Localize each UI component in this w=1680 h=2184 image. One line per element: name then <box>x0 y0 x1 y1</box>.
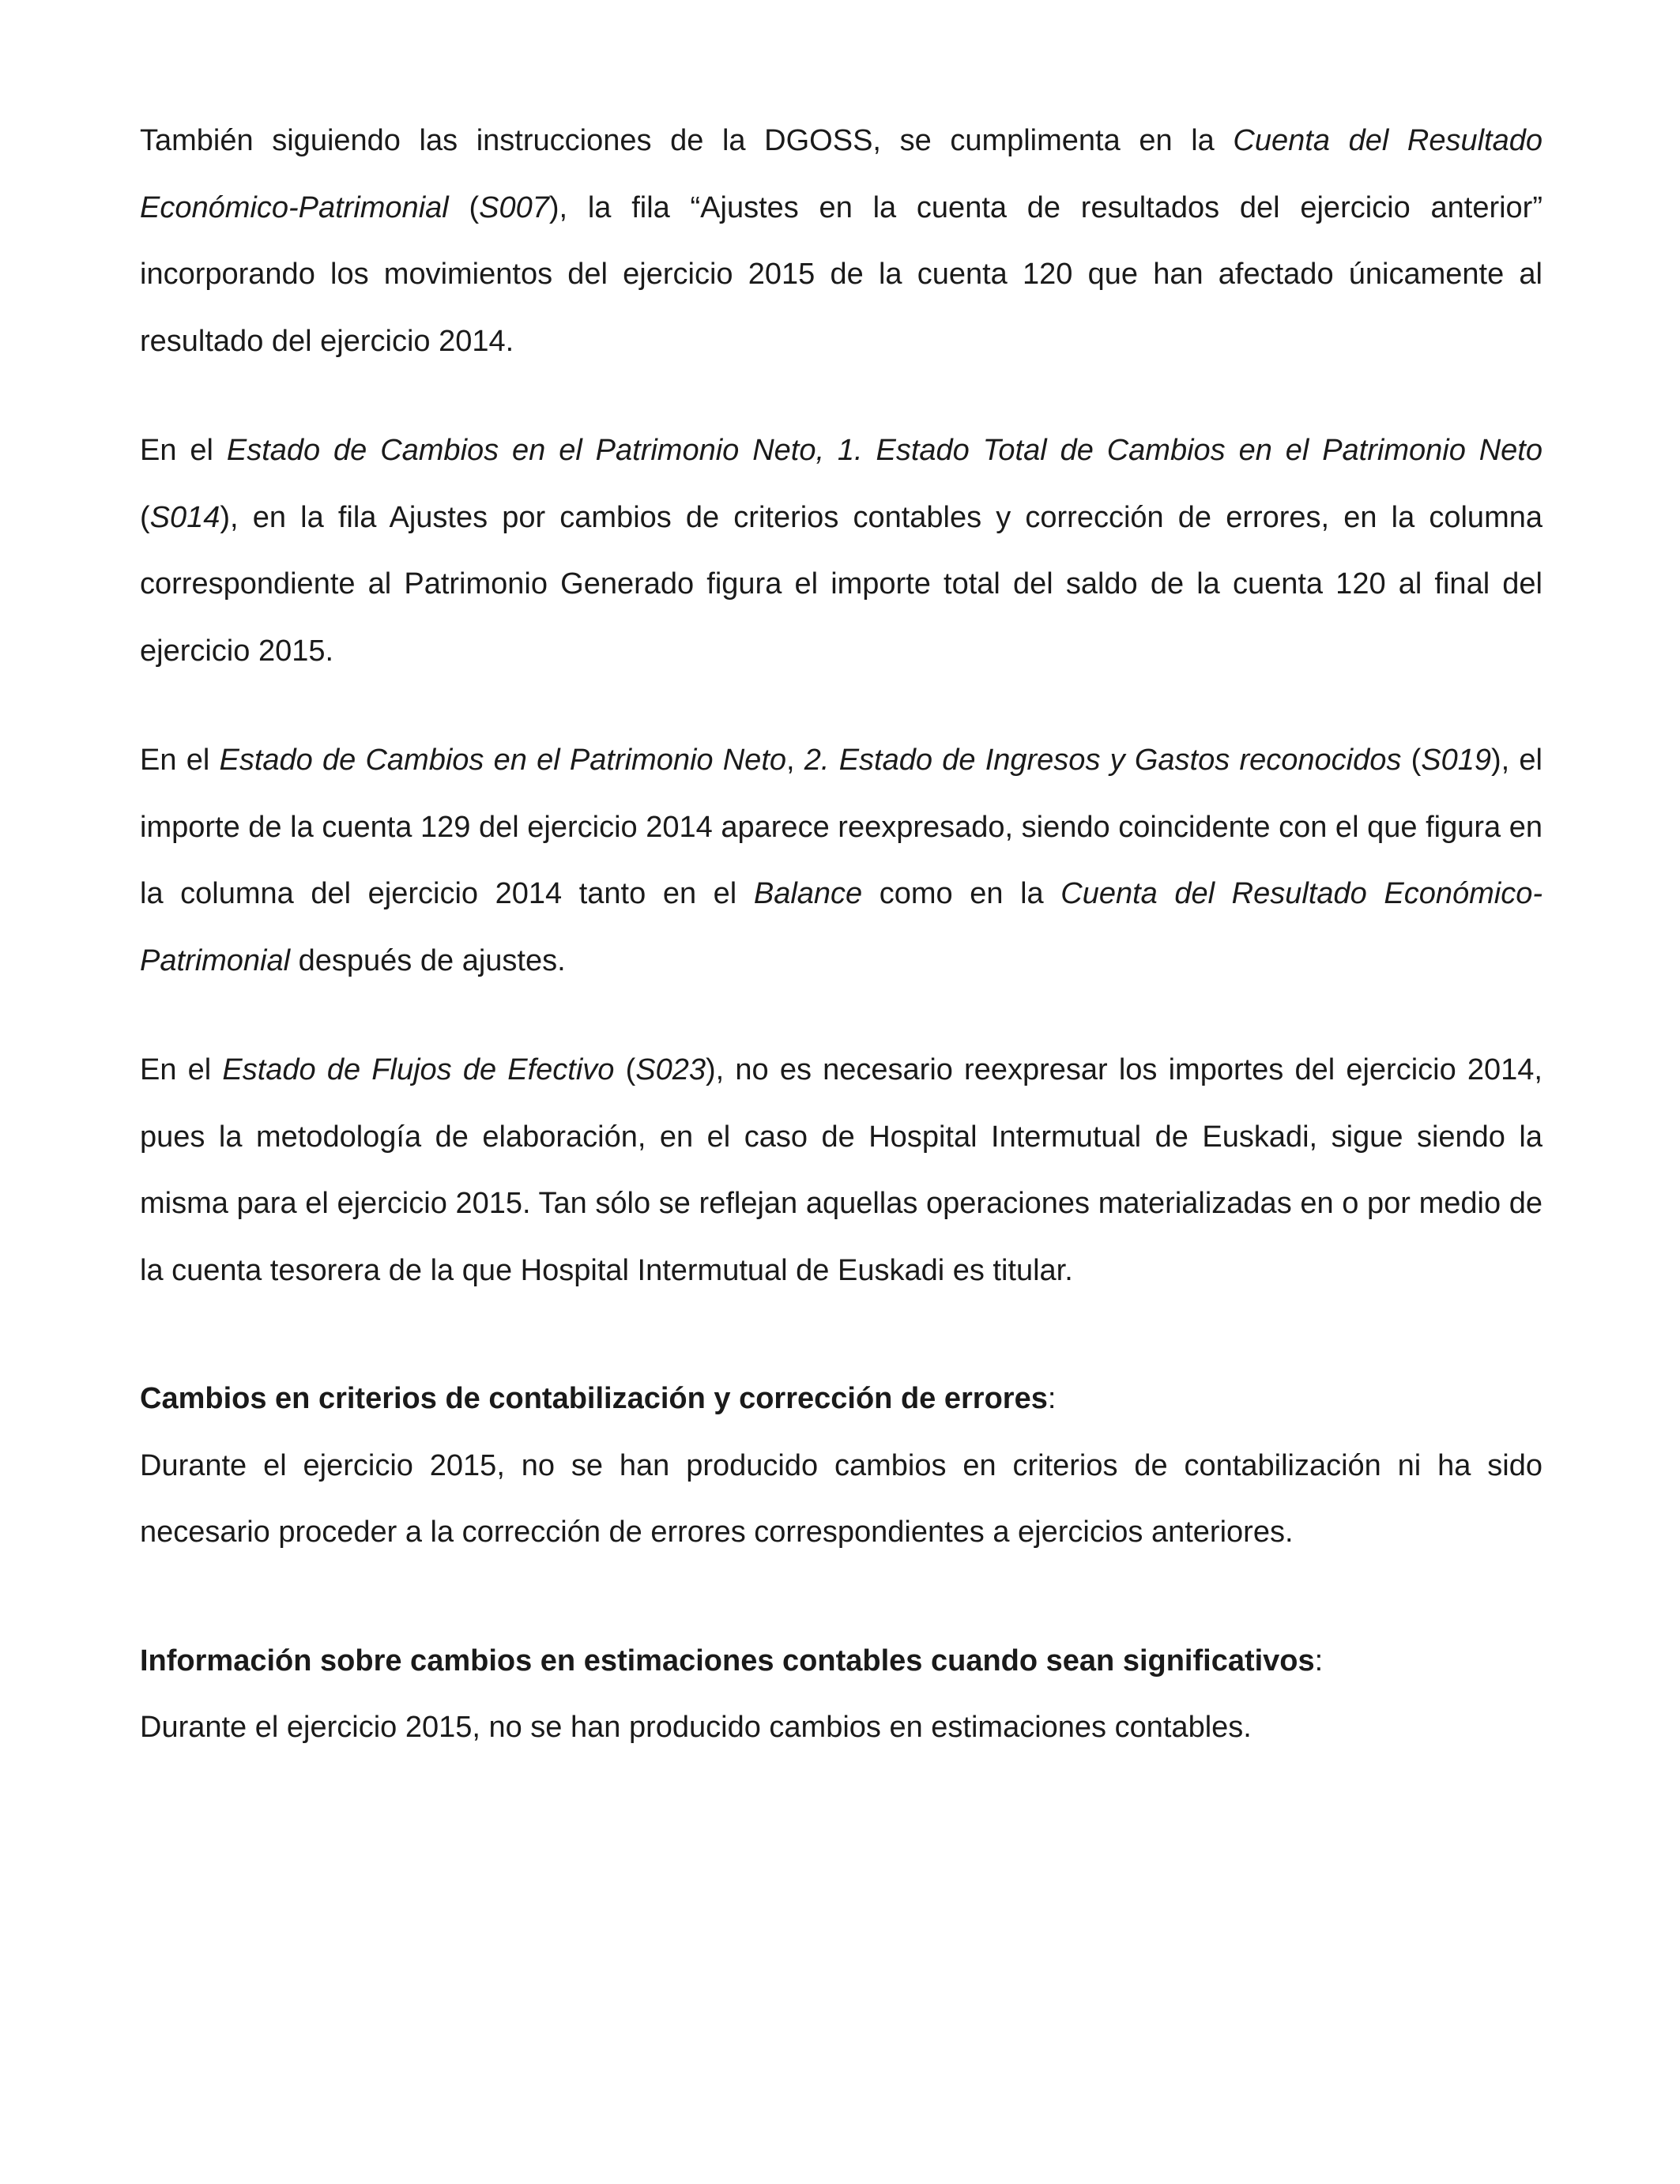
section-body: Durante el ejercicio 2015, no se han producido cambios en estimaciones contables. <box>140 1711 1252 1744</box>
document-body <box>140 107 1543 1823</box>
section-body: Durante el ejercicio 2015, no se han producido cambios en criterios de contabilización ni ha sido necesario proceder a la corrección de errores correspondientes a ejercicios anteriores. <box>140 1448 1543 1549</box>
section-cambios-estimaciones <box>140 1628 1543 1761</box>
text-run: ( <box>1401 744 1422 777</box>
italic-run: S007 <box>479 190 549 224</box>
text-run: , <box>786 744 804 777</box>
section-heading <box>140 1628 1543 1695</box>
section-cambios-criterios <box>140 1365 1543 1566</box>
italic-run: S014 <box>149 500 220 534</box>
italic-run: Cuenta del Resultado Económico-Patrimonial <box>140 877 1543 977</box>
text-run: ( <box>614 1053 636 1086</box>
italic-run: 2. Estado de Ingresos y Gastos reconocidos <box>804 744 1402 777</box>
italic-run: Balance <box>753 877 863 910</box>
section-heading-colon: : <box>1047 1382 1057 1415</box>
section-heading <box>140 1365 1543 1433</box>
italic-run: Estado de Cambios en el Patrimonio Neto <box>219 744 787 777</box>
section-heading-text: Información sobre cambios en estimaciones contables cuando sean significativos <box>140 1644 1315 1678</box>
text-run: En el <box>140 434 227 467</box>
text-run: ), no es necesario reexpresar los importes del ejercicio 2014, pues la metodología de elaboración, en el caso de Hospital Intermutual de Euskadi, sigue siendo la misma para el ejercicio 2015. Tan sólo se reflejan aquellas operaciones materializadas en o por medio de la cuenta tesorera de la que Hospital Intermutual de Euskadi es titular. <box>140 1053 1543 1287</box>
text-run: También siguiendo las instrucciones de la DGOSS, se cumplimenta en la <box>140 124 1234 157</box>
text-run: ), el importe de la cuenta 129 del ejercicio 2014 aparece reexpresado, siendo coincidente con el que figura en la columna del ejercicio 2014 tanto en el <box>140 744 1543 910</box>
paragraph-cuenta-resultado <box>140 107 1543 375</box>
text-run: ( <box>140 500 150 534</box>
text-run: después de ajustes. <box>290 943 566 977</box>
text-run: En el <box>140 1053 223 1086</box>
paragraph-estado-total-cambios <box>140 417 1543 684</box>
paragraph-estado-ingresos-gastos <box>140 727 1543 994</box>
text-run: ), en la fila Ajustes por cambios de criterios contables y corrección de errores, en la columna correspondiente al Patrimonio Generado figura el importe total del saldo de la cuenta 120 al final del ejercicio 2015. <box>140 500 1543 668</box>
italic-run: Cuenta del Resultado Económico-Patrimonial <box>140 124 1543 224</box>
text-run: En el <box>140 744 220 777</box>
paragraph-estado-flujos-efectivo <box>140 1037 1543 1304</box>
italic-run: S023 <box>635 1053 706 1086</box>
text-run: ), la fila “Ajustes en la cuenta de resultados del ejercicio anterior” incorporando los movimientos del ejercicio 2015 de la cuenta 120 que han afectado únicamente al resultado del ejercicio 2014. <box>140 190 1543 358</box>
italic-run: Estado de Flujos de Efectivo <box>222 1053 615 1086</box>
text-run: como en la <box>862 877 1061 910</box>
section-heading-colon: : <box>1314 1644 1324 1678</box>
italic-run: S019 <box>1421 744 1491 777</box>
italic-run: Estado de Cambios en el Patrimonio Neto, 1. Estado Total de Cambios en el Patrimonio Neto <box>226 434 1543 467</box>
section-heading-text: Cambios en criterios de contabilización y corrección de errores <box>140 1382 1048 1415</box>
text-run: ( <box>448 190 480 224</box>
